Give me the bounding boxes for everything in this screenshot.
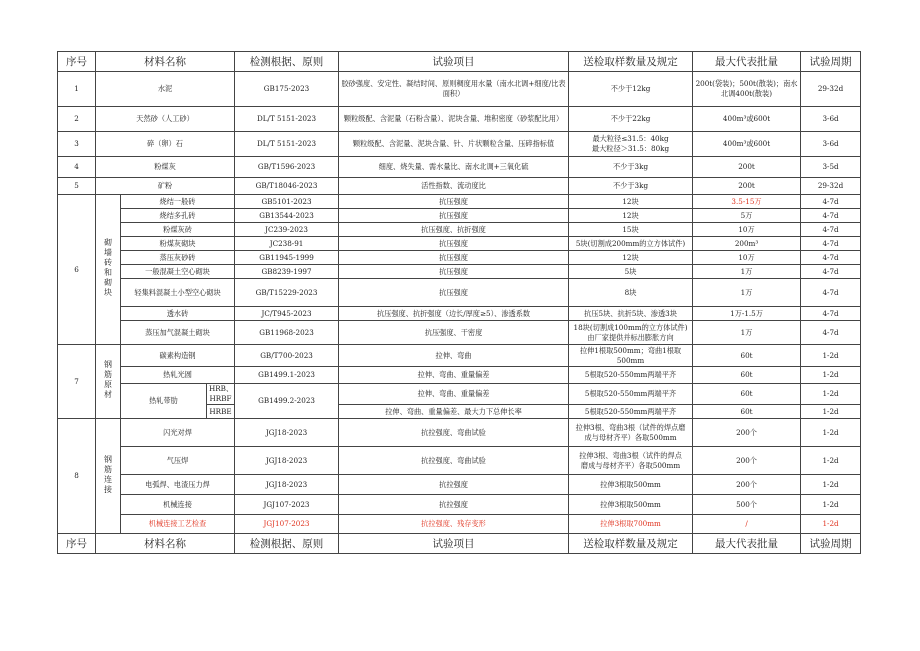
- row-material: 一般混凝土空心砌块: [121, 265, 235, 279]
- footer-period: 试验周期: [801, 534, 861, 554]
- footer-sampling: 送检取样数量及规定: [569, 534, 693, 554]
- row-items: 抗压强度、抗折强度: [339, 223, 569, 237]
- table-row: [58, 419, 861, 447]
- row-items: 抗拉强度: [339, 495, 569, 515]
- row-material: 烧结多孔砖: [121, 209, 235, 223]
- row-period: 29-32d: [801, 72, 861, 107]
- row-items: 抗拉强度: [339, 475, 569, 495]
- row-items: 抗压强度: [339, 251, 569, 265]
- row-standard: GB11945-1999: [235, 251, 339, 265]
- row-sampling: 不少于3kg: [569, 157, 693, 178]
- row-batch: 400m³或600t: [693, 107, 801, 132]
- sampling-line: 磨成与母材齐平）各取500mm: [580, 460, 681, 470]
- row-items: 抗压强度: [339, 265, 569, 279]
- row-standard: JGJ107-2023: [235, 495, 339, 515]
- row-items: 活性指数、流动度比: [339, 178, 569, 195]
- table-row: [58, 157, 861, 178]
- row-period: 4-7d: [801, 237, 861, 251]
- row-standard: GB/T1596-2023: [235, 157, 339, 178]
- row-material: 矿粉: [96, 178, 235, 195]
- row-batch: 60t: [693, 367, 801, 384]
- row-batch: 200m³: [693, 237, 801, 251]
- row-material: 碎（卵）石: [96, 132, 235, 157]
- table-row: [58, 495, 861, 515]
- header-batch: 最大代表批量: [693, 52, 801, 72]
- row-standard: GB13544-2023: [235, 209, 339, 223]
- row-period: 4-7d: [801, 195, 861, 209]
- row-sampling: [569, 321, 693, 345]
- row-period: 1-2d: [801, 515, 861, 534]
- row-material: 天然砂（人工砂）: [96, 107, 235, 132]
- row-sampling: 5根取520-550mm两端平齐: [569, 367, 693, 384]
- row-items: 抗压强度: [339, 209, 569, 223]
- table-row: [58, 384, 861, 405]
- group-label-text: 钢筋原材: [103, 360, 113, 400]
- row-items: 抗拉强度、弯曲试验: [339, 419, 569, 447]
- sampling-line: 拉伸3根、弯曲3根（试件的焊点磨: [575, 422, 686, 432]
- row-items: 颗粒级配、含泥量（石粉含量）、泥块含量、堆积密度（砂浆配比用）: [339, 107, 569, 132]
- row-sampling: 12块: [569, 195, 693, 209]
- row-batch: /: [693, 515, 801, 534]
- row-standard: JGJ18-2023: [235, 419, 339, 447]
- test-standards-table: [57, 51, 861, 554]
- row-sampling: 8块: [569, 279, 693, 307]
- table-footer-row: [58, 534, 861, 554]
- table-row: [58, 251, 861, 265]
- row-seq: 1: [58, 72, 96, 107]
- row-items: 颗粒级配、含泥量、泥块含量、针、片状颗粒含量、压碎指标值: [339, 132, 569, 157]
- row-items: 抗压强度、抗折强度（边长/厚度≥5）、渗透系数: [339, 307, 569, 321]
- row-period: 1-2d: [801, 447, 861, 475]
- row-standard: JC/T945-2023: [235, 307, 339, 321]
- row-batch: 500个: [693, 495, 801, 515]
- row-period: 1-2d: [801, 345, 861, 367]
- row-sampling: 5根取520-550mm两端平齐: [569, 384, 693, 405]
- row-material: 闪光对焊: [121, 419, 235, 447]
- row-period: 1-2d: [801, 384, 861, 405]
- row-material: 粉煤灰砖: [121, 223, 235, 237]
- row-items: 抗压强度: [339, 237, 569, 251]
- group-label: [96, 419, 121, 534]
- footer-seq: 序号: [58, 534, 96, 554]
- table-row: [58, 209, 861, 223]
- row-items: 拉伸、弯曲、重量偏差: [339, 384, 569, 405]
- row-subtype: HRBE: [207, 405, 235, 419]
- row-batch: 400m³或600t: [693, 132, 801, 157]
- footer-batch: 最大代表批量: [693, 534, 801, 554]
- header-standard: 检测根据、原则: [235, 52, 339, 72]
- row-batch: 200个: [693, 419, 801, 447]
- row-period: 4-7d: [801, 223, 861, 237]
- row-sampling: 拉伸1根取500mm；弯曲1根取500mm: [569, 345, 693, 367]
- row-standard: GB/T700-2023: [235, 345, 339, 367]
- row-seq: 2: [58, 107, 96, 132]
- row-standard: GB1499.2-2023: [235, 384, 339, 419]
- row-standard: JC239-2023: [235, 223, 339, 237]
- row-standard: GB11968-2023: [235, 321, 339, 345]
- row-sampling: 15块: [569, 223, 693, 237]
- table-row: [58, 515, 861, 534]
- row-period: 3-6d: [801, 107, 861, 132]
- row-period: 3-5d: [801, 157, 861, 178]
- row-period: 1-2d: [801, 405, 861, 419]
- row-sampling: 12块: [569, 251, 693, 265]
- row-items: 抗压强度、干密度: [339, 321, 569, 345]
- row-sampling: [569, 419, 693, 447]
- row-sampling: 不少于22kg: [569, 107, 693, 132]
- row-batch: 200个: [693, 475, 801, 495]
- sampling-line: 最大粒径＞31.5：80kg: [591, 144, 670, 153]
- row-material: 机械连接: [121, 495, 235, 515]
- row-standard: GB5101-2023: [235, 195, 339, 209]
- row-material: 水泥: [96, 72, 235, 107]
- row-period: 4-7d: [801, 265, 861, 279]
- row-sampling: [569, 447, 693, 475]
- group-seq: 8: [58, 419, 96, 534]
- footer-material: 材料名称: [96, 534, 235, 554]
- row-period: 4-7d: [801, 209, 861, 223]
- row-items: 细度、烧失量、需水量比、南水北调+三氧化硫: [339, 157, 569, 178]
- table-row: [58, 345, 861, 367]
- group-seq: 6: [58, 195, 96, 345]
- table-row: [58, 367, 861, 384]
- row-items: 抗拉强度、弯曲试验: [339, 447, 569, 475]
- row-sampling: 5块(切割成200mm的立方体试件): [569, 237, 693, 251]
- row-sampling: [569, 132, 693, 157]
- row-period: 1-2d: [801, 367, 861, 384]
- row-sampling: 12块: [569, 209, 693, 223]
- row-material: 粉煤灰: [96, 157, 235, 178]
- row-sampling: 拉伸3根取500mm: [569, 475, 693, 495]
- footer-standard: 检测根据、原则: [235, 534, 339, 554]
- row-items: 抗拉强度、残存变形: [339, 515, 569, 534]
- row-standard: GB1499.1-2023: [235, 367, 339, 384]
- row-material: 碳素构造钢: [121, 345, 235, 367]
- table-header-row: [58, 52, 861, 72]
- row-items: 拉伸、弯曲、重量偏差: [339, 367, 569, 384]
- row-batch: 10万: [693, 223, 801, 237]
- table-row: [58, 475, 861, 495]
- row-material: 蒸压加气混凝土砌块: [121, 321, 235, 345]
- table-row: [58, 279, 861, 307]
- row-batch: 1万: [693, 265, 801, 279]
- header-seq: 序号: [58, 52, 96, 72]
- row-batch: 200t: [693, 178, 801, 195]
- row-seq: 3: [58, 132, 96, 157]
- row-standard: DL/T 5151-2023: [235, 107, 339, 132]
- row-batch: 3.5-15万: [693, 195, 801, 209]
- row-seq: 4: [58, 157, 96, 178]
- group-label-text: 钢筋连接: [103, 454, 113, 495]
- row-period: 3-6d: [801, 132, 861, 157]
- table-row: [58, 132, 861, 157]
- row-sampling: 5块: [569, 265, 693, 279]
- row-batch: 1万: [693, 279, 801, 307]
- row-sampling: 5根取520-550mm两端平齐: [569, 405, 693, 419]
- row-material: 机械连接工艺检查: [121, 515, 235, 534]
- group-label: [96, 195, 121, 345]
- footer-items: 试验项目: [339, 534, 569, 554]
- row-batch: 1万: [693, 321, 801, 345]
- row-period: 4-7d: [801, 307, 861, 321]
- sampling-line: 成与母材齐平）各取500mm: [584, 432, 677, 442]
- row-items: 拉伸、弯曲: [339, 345, 569, 367]
- table-row: [58, 178, 861, 195]
- row-standard: JGJ107-2023: [235, 515, 339, 534]
- row-batch: 60t: [693, 384, 801, 405]
- sampling-line: 最大粒径≤31.5：40kg: [592, 134, 669, 143]
- table-row: [58, 265, 861, 279]
- row-items: 拉伸、弯曲、重量偏差、最大力下总伸长率: [339, 405, 569, 419]
- row-standard: JGJ18-2023: [235, 447, 339, 475]
- sampling-line: 由厂家提供并标出膨胀方向: [587, 332, 674, 342]
- table-row: [58, 223, 861, 237]
- header-period: 试验周期: [801, 52, 861, 72]
- row-period: 4-7d: [801, 279, 861, 307]
- row-period: 29-32d: [801, 178, 861, 195]
- row-sampling: 不少于3kg: [569, 178, 693, 195]
- row-items: 抗压强度: [339, 279, 569, 307]
- row-sampling: 拉伸3根取700mm: [569, 515, 693, 534]
- row-standard: GB175-2023: [235, 72, 339, 107]
- row-material: 电弧焊、电渣压力焊: [121, 475, 235, 495]
- table-row: [58, 107, 861, 132]
- row-standard: JC238-91: [235, 237, 339, 251]
- row-items: 抗压强度: [339, 195, 569, 209]
- row-seq: 5: [58, 178, 96, 195]
- header-sampling: 送检取样数量及规定: [569, 52, 693, 72]
- row-batch: 200t: [693, 157, 801, 178]
- group-seq: 7: [58, 345, 96, 419]
- header-material: 材料名称: [96, 52, 235, 72]
- row-material: 透水砖: [121, 307, 235, 321]
- row-batch: 60t: [693, 345, 801, 367]
- table-row: [58, 447, 861, 475]
- table-row: [58, 321, 861, 345]
- row-material: 气压焊: [121, 447, 235, 475]
- sampling-line: 拉伸3根、弯曲3根（试件的焊点: [579, 450, 682, 460]
- table-row: [58, 237, 861, 251]
- row-period: 4-7d: [801, 321, 861, 345]
- sampling-line: 18块(切割成100mm的立方体试件): [573, 322, 688, 332]
- group-label: [96, 345, 121, 419]
- table-row: [58, 307, 861, 321]
- table-row: [58, 195, 861, 209]
- row-batch: 60t: [693, 405, 801, 419]
- row-period: 1-2d: [801, 475, 861, 495]
- row-sampling: 抗压5块、抗折5块、渗透3块: [569, 307, 693, 321]
- row-standard: GB8239-1997: [235, 265, 339, 279]
- row-period: 1-2d: [801, 419, 861, 447]
- row-material: 热轧光圆: [121, 367, 235, 384]
- row-material: 蒸压灰砂砖: [121, 251, 235, 265]
- row-batch: 200t(袋装)；500t(散装)；南水北调400t(散装): [693, 72, 801, 107]
- row-standard: JGJ18-2023: [235, 475, 339, 495]
- row-subtype: HRB、HRBF: [207, 384, 235, 405]
- row-period: 4-7d: [801, 251, 861, 265]
- row-standard: GB/T18046-2023: [235, 178, 339, 195]
- row-material: 烧结一般砖: [121, 195, 235, 209]
- row-sampling: 拉伸3根取500mm: [569, 495, 693, 515]
- row-period: 1-2d: [801, 495, 861, 515]
- row-standard: GB/T15229-2023: [235, 279, 339, 307]
- row-items: 胶砂强度、安定性、凝结时间、原则稠度用水量（南水北调+细度/比表面积）: [339, 72, 569, 107]
- row-batch: 10万: [693, 251, 801, 265]
- row-standard: DL/T 5151-2023: [235, 132, 339, 157]
- group-label-text: 砌墙砖和砌块: [103, 238, 113, 298]
- row-batch: 5万: [693, 209, 801, 223]
- header-items: 试验项目: [339, 52, 569, 72]
- row-batch: 1万-1.5万: [693, 307, 801, 321]
- row-material: 热轧带肋: [121, 384, 207, 419]
- table-row: [58, 72, 861, 107]
- row-material: 轻集料混凝土小型空心砌块: [121, 279, 235, 307]
- row-material: 粉煤灰砌块: [121, 237, 235, 251]
- row-sampling: 不少于12kg: [569, 72, 693, 107]
- row-batch: 200个: [693, 447, 801, 475]
